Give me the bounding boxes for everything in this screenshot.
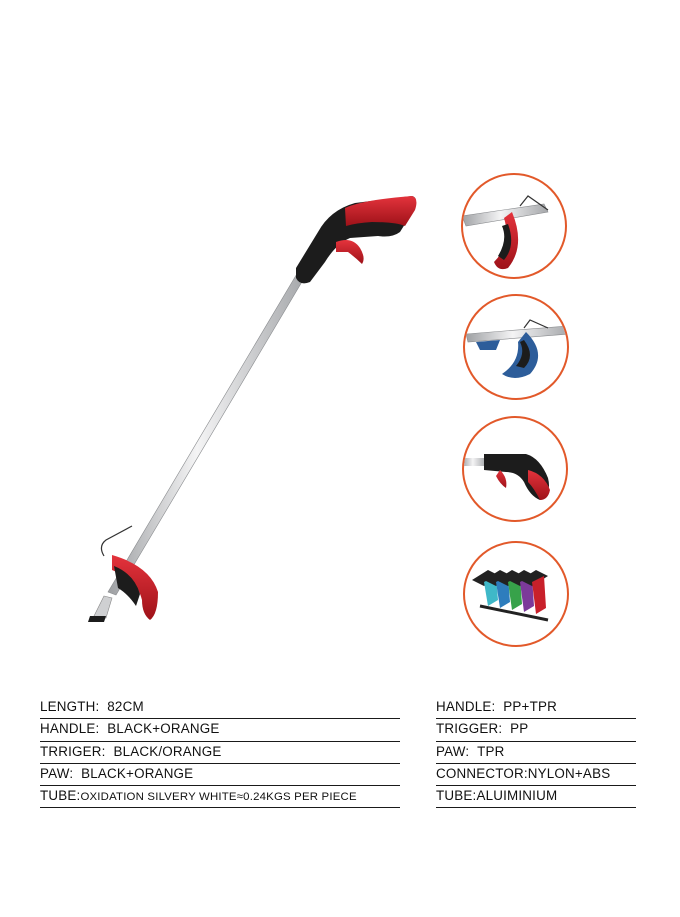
spec-label: TUBE: [436, 788, 477, 804]
spec-label: TRIGGER: [436, 721, 503, 737]
tube-tip-cap [88, 616, 106, 622]
spec-row-paw-material [436, 742, 636, 764]
spec-value: ALUIMINIUM [476, 788, 558, 804]
connector-wire [101, 526, 132, 556]
spec-row-handle-material [436, 697, 636, 719]
spec-value: 82CM [107, 699, 144, 714]
spec-value: PP+TPR [503, 699, 557, 714]
spec-row-paw-color [40, 764, 400, 786]
red-paw-closeup [462, 174, 566, 278]
spec-row-trigger-color [40, 742, 400, 764]
spec-value: PP [510, 721, 529, 737]
spec-label: CONNECTOR: [436, 765, 528, 781]
spec-row-connector-material [436, 764, 636, 786]
blue-paw-closeup [464, 295, 570, 399]
spec-row-handle-color [40, 719, 400, 741]
spec-row-tube-material [436, 786, 636, 808]
spec-row-trigger-material [436, 719, 636, 741]
trigger [336, 240, 364, 264]
handle-grip [345, 196, 416, 226]
spec-row-tube-color [40, 786, 400, 808]
spec-list-left [40, 697, 400, 808]
spec-label: TUBE: [40, 788, 81, 804]
spec-label: TRRIGER: [40, 743, 106, 759]
spec-label: PAW: [436, 743, 470, 759]
spec-row-length [40, 697, 400, 719]
handle-closeup [462, 417, 567, 521]
spec-value: TPR [477, 743, 505, 759]
spec-value: BLACK+ORANGE [107, 721, 220, 737]
spec-value: OXIDATION SILVERY WHITE≈0.24KGS PER PIECE [80, 791, 357, 804]
color-variants [464, 542, 568, 646]
spec-value: NYLON+ABS [527, 765, 611, 781]
spec-label: LENGTH: [40, 699, 100, 714]
spec-label: HANDLE: [40, 721, 100, 737]
spec-label: PAW: [40, 765, 74, 781]
spec-label: HANDLE: [436, 699, 496, 714]
spec-value: BLACK+ORANGE [81, 765, 194, 781]
spec-value: BLACK/ORANGE [113, 743, 222, 759]
tube [108, 272, 306, 595]
spec-list-right [436, 697, 636, 808]
main-grabber [88, 196, 416, 622]
